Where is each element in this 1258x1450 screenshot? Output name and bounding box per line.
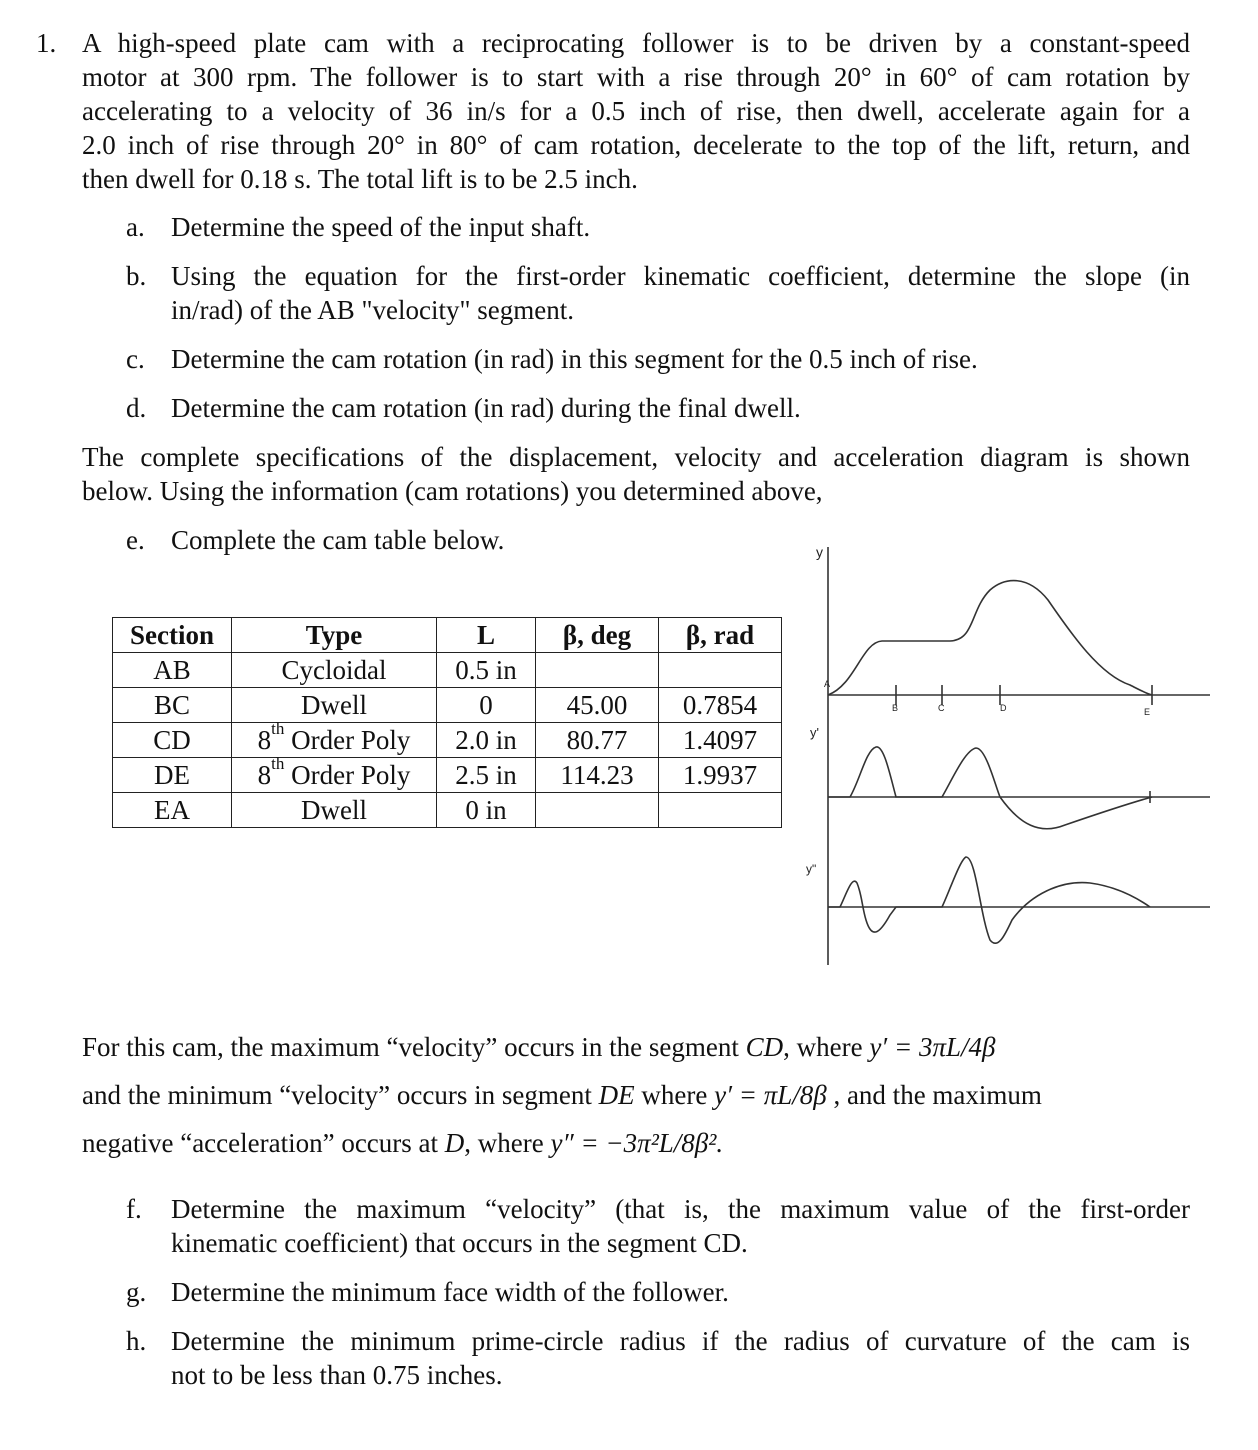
formula-line xyxy=(82,1030,995,1064)
label-y: y xyxy=(816,544,823,560)
part-b-label: b. xyxy=(126,261,147,291)
part-f-label: f. xyxy=(126,1194,142,1224)
problem-number: 1. xyxy=(36,28,57,58)
part-h-text: Determine the minimum prime-circle radius if the radius of curvature of the cam is xyxy=(171,1326,1190,1356)
displacement-curve xyxy=(828,581,1152,695)
cell-type: Dwell xyxy=(232,793,437,828)
type-name: Order Poly xyxy=(291,759,411,790)
cell-rad xyxy=(659,793,782,828)
cell-l: 0 in xyxy=(437,793,536,828)
header-beta-deg: β, deg xyxy=(536,618,659,653)
problem-intro xyxy=(82,26,1190,196)
intro-line: then dwell for 0.18 s. The total lift is to be 2.5 inch. xyxy=(82,164,638,194)
cell-section: BC xyxy=(113,688,232,723)
formula-segment: CD xyxy=(745,1032,784,1062)
cell-rad: 1.9937 xyxy=(659,758,782,793)
type-sup: th xyxy=(271,753,285,773)
formula-line xyxy=(82,1078,1042,1112)
part-a-label: a. xyxy=(126,212,145,242)
part-c-text: Determine the cam rotation (in rad) in this segment for the 0.5 inch of rise. xyxy=(171,344,978,374)
cell-section: AB xyxy=(113,653,232,688)
header-l: L xyxy=(437,618,536,653)
spec-line: The complete specifications of the displacement, velocity and acceleration diagram is shown xyxy=(82,442,1190,472)
cell-l: 0 xyxy=(437,688,536,723)
formula-text: negative “acceleration” occurs at xyxy=(82,1128,445,1158)
formula-text: and the minimum “velocity” occurs in segment xyxy=(82,1080,599,1110)
part-e-text: Complete the cam table below. xyxy=(171,525,505,555)
part-h-text: not to be less than 0.75 inches. xyxy=(171,1360,503,1390)
cell-deg: 114.23 xyxy=(536,758,659,793)
velocity-curve xyxy=(828,747,1152,829)
cell-section: EA xyxy=(113,793,232,828)
formula-equation: y′ = 3πL/4β xyxy=(869,1032,996,1062)
cell-rad: 1.4097 xyxy=(659,723,782,758)
formula-equation: y″ = −3π²L/8β². xyxy=(550,1128,724,1158)
acceleration-curve xyxy=(828,857,1150,943)
intro-line: 2.0 inch of rise through 20° in 80° of cam rotation, decelerate to the top of the lift, return, and xyxy=(82,130,1190,160)
cell-section: CD xyxy=(113,723,232,758)
label-b: B xyxy=(892,703,899,713)
part-f-text: Determine the maximum “velocity” (that is, the maximum value of the first-order xyxy=(171,1194,1190,1224)
formula-segment: D xyxy=(444,1128,465,1158)
formula-text: , and the maximum xyxy=(826,1080,1042,1110)
formula-text: where xyxy=(634,1080,715,1110)
type-order: 8 xyxy=(257,724,272,755)
cell-rad xyxy=(659,653,782,688)
cell-deg xyxy=(536,653,659,688)
formula-text: , where xyxy=(464,1128,551,1158)
cell-section: DE xyxy=(113,758,232,793)
header-type: Type xyxy=(232,618,437,653)
cell-type: Dwell xyxy=(232,688,437,723)
part-b-text: Using the equation for the first-order kinematic coefficient, determine the slope (in xyxy=(171,261,1190,291)
table-row xyxy=(113,758,782,793)
cell-deg xyxy=(536,793,659,828)
table-row xyxy=(113,723,782,758)
cell-type: Cycloidal xyxy=(232,653,437,688)
formula-line xyxy=(82,1126,723,1160)
cell-deg: 45.00 xyxy=(536,688,659,723)
label-y1: y' xyxy=(810,725,819,740)
part-c-label: c. xyxy=(126,344,145,374)
intro-line: accelerating to a velocity of 36 in/s for a 0.5 inch of rise, then dwell, accelerate again for a xyxy=(82,96,1190,126)
table-row xyxy=(113,793,782,828)
part-h-label: h. xyxy=(126,1326,147,1356)
type-sup: th xyxy=(271,718,285,738)
cell-type xyxy=(232,718,437,758)
label-d: D xyxy=(1000,703,1007,713)
label-e: E xyxy=(1144,707,1151,717)
cell-l: 0.5 in xyxy=(437,653,536,688)
part-g-text: Determine the minimum face width of the follower. xyxy=(171,1277,729,1307)
cell-deg: 80.77 xyxy=(536,723,659,758)
part-d-label: d. xyxy=(126,393,147,423)
header-section: Section xyxy=(113,618,232,653)
cell-l: 2.5 in xyxy=(437,758,536,793)
part-b-text: in/rad) of the AB "velocity" segment. xyxy=(171,295,574,325)
part-f-text: kinematic coefficient) that occurs in the segment CD. xyxy=(171,1228,748,1258)
formula-text: , where xyxy=(783,1032,870,1062)
label-a: A xyxy=(824,679,831,689)
part-e-label: e. xyxy=(126,525,145,555)
formula-text: For this cam, the maximum “velocity” occurs in the segment xyxy=(82,1032,746,1062)
formula-equation: y′ = πL/8β xyxy=(714,1080,827,1110)
cam-table xyxy=(112,617,782,828)
type-name: Order Poly xyxy=(291,724,411,755)
intro-line: motor at 300 rpm. The follower is to start with a rise through 20° in 60° of cam rotation by xyxy=(82,62,1190,92)
cell-type xyxy=(232,753,437,793)
part-a-text: Determine the speed of the input shaft. xyxy=(171,212,591,242)
part-d-text: Determine the cam rotation (in rad) during the final dwell. xyxy=(171,393,801,423)
label-y2: y" xyxy=(806,862,817,876)
cell-rad: 0.7854 xyxy=(659,688,782,723)
type-order: 8 xyxy=(257,759,272,790)
header-beta-rad: β, rad xyxy=(659,618,782,653)
label-c: C xyxy=(938,703,945,713)
spec-line: below. Using the information (cam rotations) you determined above, xyxy=(82,476,823,506)
table-row xyxy=(113,653,782,688)
cell-l: 2.0 in xyxy=(437,723,536,758)
cam-motion-diagram xyxy=(800,535,1220,975)
part-g-label: g. xyxy=(126,1277,147,1307)
intro-line: A high-speed plate cam with a reciprocating follower is to be driven by a constant-speed xyxy=(82,28,1190,58)
formula-segment: DE xyxy=(598,1080,635,1110)
table-row xyxy=(113,688,782,723)
table-header-row xyxy=(113,618,782,653)
